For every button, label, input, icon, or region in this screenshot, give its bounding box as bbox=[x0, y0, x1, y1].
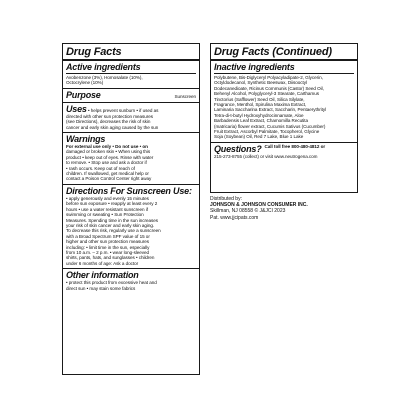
inactive-ingredients-line: Fruit Extract, Ascorbyl Palmitate, Tocopherol, Glycine bbox=[214, 129, 320, 135]
directions-line: shirts, pants, hats, and sunglasses • children bbox=[66, 255, 155, 261]
inactive-ingredients-line: Barbadensis Leaf Extract, Chamomilla Recutita bbox=[214, 118, 309, 124]
other-information-section bbox=[63, 269, 199, 293]
uses-line: • helps prevent sunburn • if used as bbox=[87, 107, 159, 113]
inactive-ingredients-line: Behenyl Alcohol, Polyglyceryl-3 Stearate, Carthamus bbox=[214, 91, 319, 97]
drug-facts-continued-title: Drug Facts (Continued) bbox=[211, 44, 357, 61]
warnings-line: damaged or broken skin • When using this bbox=[66, 149, 151, 155]
directions-line: from 10 a.m. – 2 p.m. • wear long-sleeved bbox=[66, 249, 150, 255]
inactive-ingredients-line: Soja (Soybean) Oil, Red 7 Lake, Blue 1 Lake bbox=[214, 134, 304, 140]
distributor-label: Distributed by: bbox=[210, 196, 242, 202]
inactive-ingredients-line: Octyldodecanol, Synthetic Beeswax, Diisooctyl bbox=[214, 80, 307, 86]
drug-facts-panel bbox=[62, 43, 200, 375]
active-ingredients-line: Avobenzone (3%), Homosalate (10%), bbox=[66, 75, 143, 80]
questions-contact: 215-273-8755 (collect) or visit www.neutrogena.com bbox=[214, 153, 318, 159]
questions-section bbox=[211, 143, 357, 161]
other-information-line: direct sun • may stain some fabrics bbox=[66, 285, 136, 291]
inactive-ingredients-section bbox=[211, 61, 357, 143]
active-ingredients-section bbox=[63, 61, 199, 89]
inactive-ingredients-line: Fragrance, Menthol, Spirulina Maxima Extract, bbox=[214, 102, 307, 108]
warnings-line: For external use only • Do not use • on bbox=[66, 144, 148, 150]
active-ingredients-heading: Active ingredients bbox=[66, 62, 141, 72]
directions-line: before sun exposure • reapply at least every 2 bbox=[66, 201, 158, 207]
directions-line: To decrease this risk, regularly use a sunscreen bbox=[66, 228, 161, 234]
inactive-ingredients-line: Polybutene, Bis-Diglyceryl Polyacyladipate-2, Glycerin, bbox=[214, 75, 323, 80]
directions-line: your risk of skin cancer and early skin aging. bbox=[66, 222, 155, 228]
purpose-value: Sunscreen bbox=[174, 93, 196, 99]
directions-section bbox=[63, 185, 199, 269]
uses-line: cancer and early skin aging caused by the sun bbox=[66, 124, 159, 130]
inactive-ingredients-heading: Inactive ingredients bbox=[214, 62, 295, 72]
directions-line: swimming or sweating • Sun Protection bbox=[66, 212, 144, 218]
other-information-heading: Other information bbox=[66, 270, 139, 281]
warnings-heading: Warnings bbox=[66, 134, 106, 145]
warnings-line: • rash occurs. Keep out of reach of bbox=[66, 165, 135, 171]
directions-line: Measures. Spending time in the sun increases bbox=[66, 217, 159, 223]
warnings-line: children. If swallowed, get medical help or bbox=[66, 171, 149, 177]
questions-heading: Questions? bbox=[214, 143, 262, 154]
drug-facts-title: Drug Facts bbox=[63, 44, 199, 61]
uses-heading: Uses bbox=[66, 103, 87, 114]
purpose-section bbox=[63, 89, 199, 103]
purpose-heading: Purpose bbox=[66, 89, 101, 100]
distributor-info bbox=[210, 196, 360, 221]
warnings-section bbox=[63, 133, 199, 185]
uses-line: (see Directions), decreases the risk of skin bbox=[66, 119, 151, 125]
directions-line: under 6 months of age: Ask a doctor bbox=[66, 260, 139, 266]
directions-line: including: • limit time in the sun, especially bbox=[66, 244, 150, 250]
inactive-ingredients-line: Dodecanedioate, Ricinus Communis (Castor) Seed Oil, bbox=[214, 85, 324, 91]
directions-line: higher and other sun protection measures bbox=[66, 239, 150, 245]
distributor-address: Skillman, NJ 08558 © J&JCI 2023 bbox=[210, 208, 286, 215]
inactive-ingredients-line: Tetra-di-t-butyl Hydroxyhydrocinnamate, Aloe bbox=[214, 112, 304, 118]
distributor-patent: Pat. www.jjcipats.com bbox=[210, 214, 259, 221]
drug-facts-continued-panel bbox=[210, 43, 358, 193]
warnings-line: to remove. • Stop use and ask a doctor if bbox=[66, 160, 147, 166]
directions-line: with a Broad Spectrum SPF value of 15 or bbox=[66, 233, 150, 239]
questions-phone: Call toll free 800-480-4812 or bbox=[264, 143, 326, 149]
uses-line: directed with other sun protection measures bbox=[66, 113, 153, 119]
warnings-line: contact a Poison Control Center right away bbox=[66, 176, 152, 182]
directions-line: • apply generously and evenly 15 minutes bbox=[66, 195, 149, 201]
inactive-ingredients-line: Tinctorius (Safflower) Seed Oil, Silica Silylate, bbox=[214, 96, 305, 102]
distributor-company: JOHNSON & JOHNSON CONSUMER INC. bbox=[210, 202, 308, 209]
inactive-ingredients-line: Laminaria Saccharina Extract, Saccharin, Pentaerythrityl bbox=[214, 107, 327, 113]
other-information-line: • protect this product from excessive heat and bbox=[66, 280, 157, 286]
warnings-line: product • keep out of eyes. Rinse with water bbox=[66, 154, 154, 160]
active-ingredients-line: Octocrylene (10%) bbox=[66, 80, 104, 86]
inactive-ingredients-line: (matricaria) flower extract, Cucumis Sativus (Cucumber) bbox=[214, 123, 326, 129]
directions-line: hours • use a water resistant sunscreen if bbox=[66, 206, 148, 212]
directions-heading: Directions For Sunscreen Use: bbox=[66, 185, 192, 196]
uses-section bbox=[63, 103, 199, 133]
